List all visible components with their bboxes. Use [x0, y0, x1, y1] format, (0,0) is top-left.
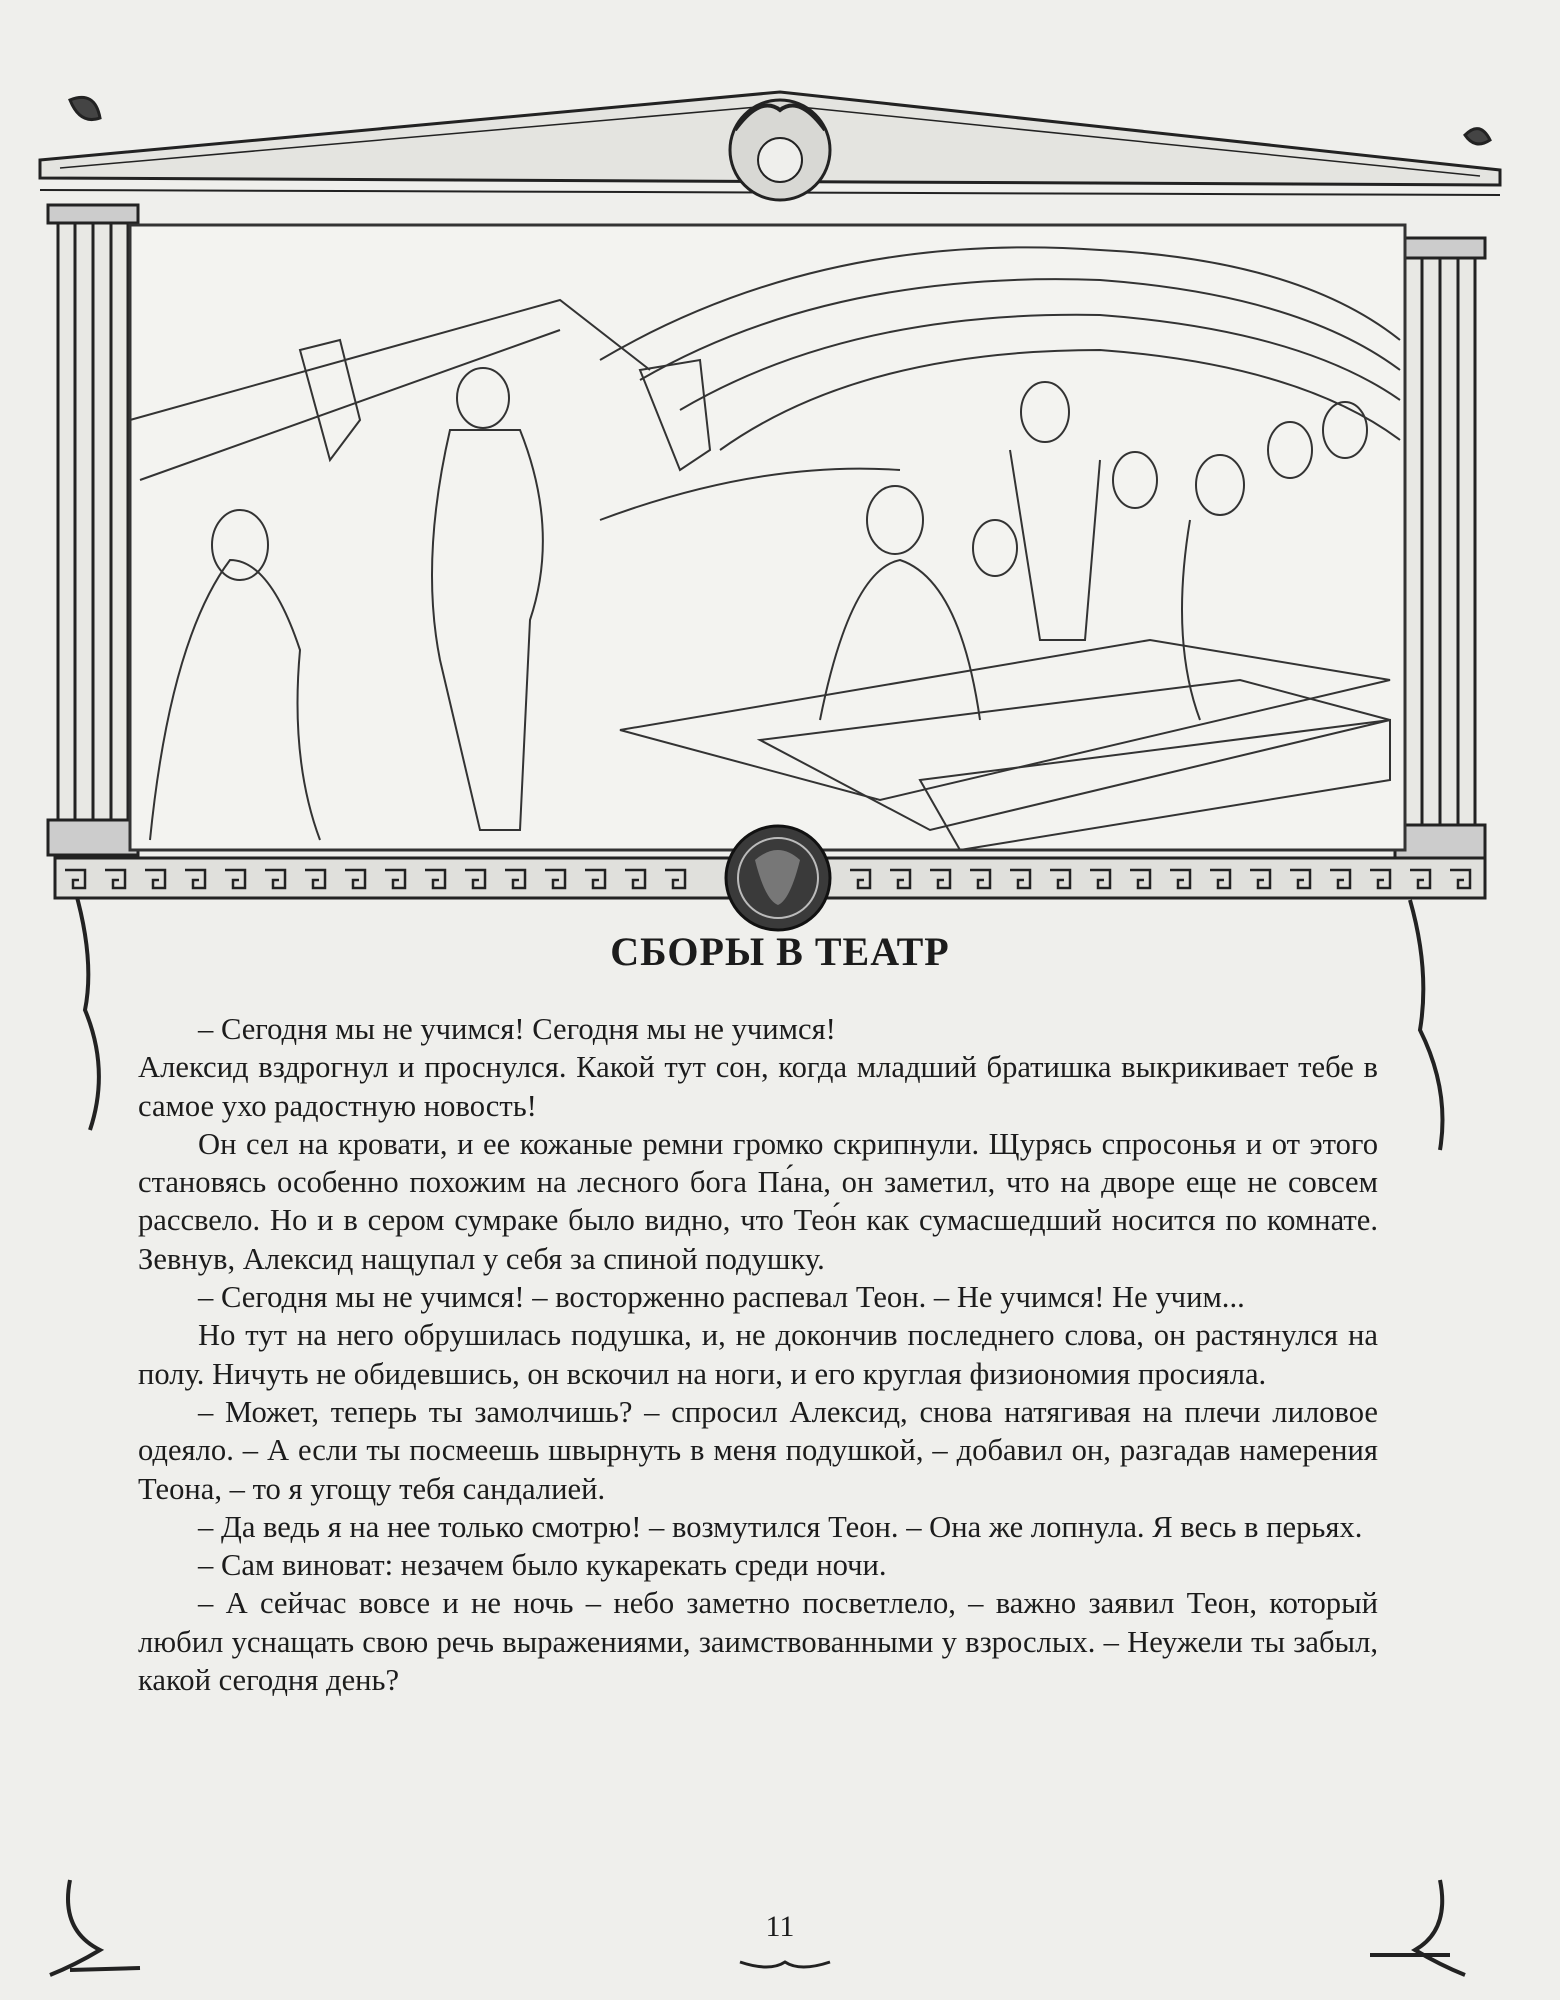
- medusa-mask-icon: [730, 100, 830, 200]
- paragraph: – Сегодня мы не учимся! Сегодня мы не учимся!: [198, 1012, 836, 1046]
- page-number: 11: [765, 1910, 795, 1943]
- bottom-center-ornament: [740, 1962, 830, 1967]
- paragraph: – Сам виноват: незачем было кукарекать среди ночи.: [198, 1548, 887, 1583]
- paragraph: Алексид вздрогнул и проснулся. Какой тут сон, когда младший братишка выкрикивает тебе в самое ухо радостную новость!: [138, 1050, 1378, 1123]
- chapter-text: [138, 1010, 1378, 1699]
- paragraph: – Сегодня мы не учимся! – восторженно распевал Теон. – Не учимся! Не учим...: [198, 1280, 1245, 1315]
- right-column: [1395, 238, 1485, 860]
- paragraph: – Да ведь я на нее только смотрю! – возмутился Теон. – Она же лопнула. Я весь в перьях.: [198, 1509, 1363, 1544]
- theatre-scene: [130, 225, 1405, 850]
- paragraph: – Может, теперь ты замолчишь? – спросил Алексид, снова натягивая на плечи лиловое одеяло. – А если ты посмеешь швырнуть в меня подушкой, – добавил он, разгадав намерения Теона, – то я угощу тебя сандалией.: [138, 1394, 1378, 1506]
- paragraph: Он сел на кровати, и ее кожаные ремни громко скрипнули. Щурясь спросонья и от этого становясь особенно похожим на лесного бога Па́на, он заметил, что на дворе еще не совсем рассвело. Но и в сером сумраке было видно, что Тео́н как сумасшедший носится по комнате. Зевнув, Алексид нащупал у себя за спиной подушку.: [138, 1126, 1378, 1276]
- paragraph: Но тут на него обрушилась подушка, и, не докончив последнего слова, он растянулся на полу. Ничуть не обидевшись, он вскочил на ноги, и его круглая физиономия просияла.: [138, 1318, 1378, 1391]
- left-bracket: [75, 890, 99, 1130]
- paragraph: – А сейчас вовсе и не ночь – небо заметно посветлело, – важно заявил Теон, который любил уснащать свою речь выражениями, заимствованными у взрослых. – Неужели ты забыл, какой сегодня день?: [138, 1586, 1378, 1698]
- chapter-title: СБОРЫ В ТЕАТР: [610, 929, 950, 974]
- left-column: [48, 205, 138, 855]
- medallion-icon: [726, 826, 830, 930]
